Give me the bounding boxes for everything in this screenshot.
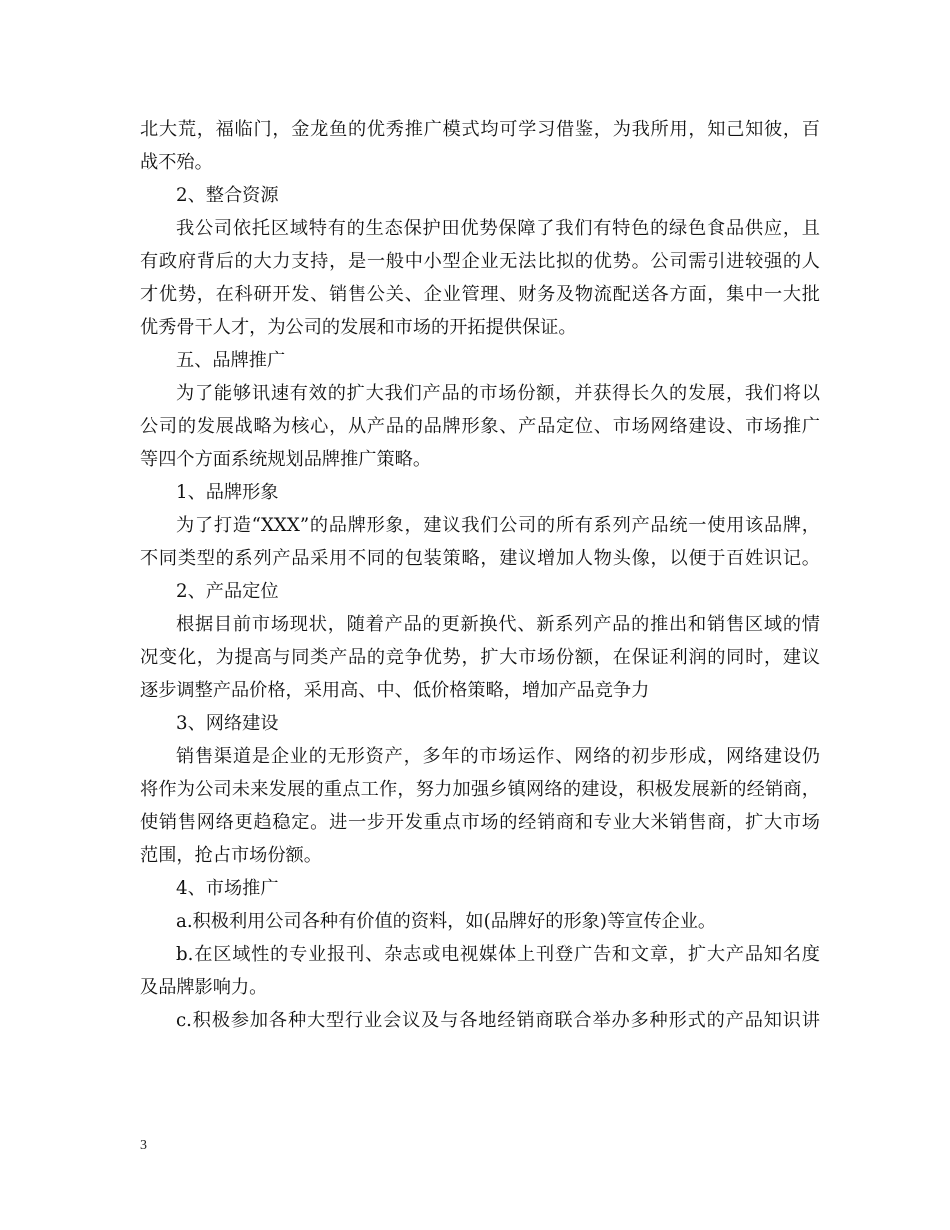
page-number: 3 [140,1138,147,1153]
text-line: 我公司依托区域特有的生态保护田优势保障了我们有特色的绿色食品供应，且 [176,218,820,239]
text-line: 根据目前市场现状，随着产品的更新换代、新系列产品的推出和销售区域的情 [176,614,820,635]
text-line: 使销售网络更趋稳定。进一步开发重点市场的经销商和专业大米销售商，扩大市场 [140,812,820,833]
document-body [140,113,820,1037]
text-line: 北大荒，福临门，金龙鱼的优秀推广模式均可学习借鉴，为我所用，知己知彼，百 [140,119,820,140]
text-line: 2、产品定位 [176,581,279,602]
text-line: 将作为公司未来发展的重点工作，努力加强乡镇网络的建设，积极发展新的经销商， [140,779,820,800]
text-line: 才优势，在科研开发、销售公关、企业管理、财务及物流配送各方面，集中一大批 [140,284,820,305]
text-line: b.在区域性的专业报刊、杂志或电视媒体上刊登广告和文章，扩大产品知名度 [176,944,820,965]
text-line: 4、市场推广 [176,878,279,899]
text-line: 优秀骨干人才，为公司的发展和市场的开拓提供保证。 [140,317,577,338]
text-line: 及品牌影响力。 [140,977,268,998]
text-line: 为了打造“XXX”的品牌形象，建议我们公司的所有系列产品统一使用该品牌， [176,515,820,536]
text-line: 范围，抢占市场份额。 [140,845,322,866]
text-line: 逐步调整产品价格，采用高、中、低价格策略，增加产品竞争力 [140,680,650,701]
text-line: 五、品牌推广 [176,350,286,371]
text-line: 不同类型的系列产品采用不同的包装策略，建议增加人物头像，以便于百姓识记。 [140,548,820,569]
text-line: 有政府背后的大力支持，是一般中小型企业无法比拟的优势。公司需引进较强的人 [140,251,820,272]
text-line: 销售渠道是企业的无形资产，多年的市场运作、网络的初步形成，网络建设仍 [176,746,820,767]
text-line: 战不殆。 [140,152,213,173]
text-line: 1、品牌形象 [176,482,279,503]
text-line: c.积极参加各种大型行业会议及与各地经销商联合举办多种形式的产品知识讲 [176,1010,820,1031]
text-line: 为了能够讯速有效的扩大我们产品的市场份额，并获得长久的发展，我们将以 [176,383,820,404]
text-line: 3、网络建设 [176,713,279,734]
text-line: 公司的发展战略为核心，从产品的品牌形象、产品定位、市场网络建设、市场推广 [140,416,820,437]
text-line: 2、整合资源 [176,185,279,206]
text-line: 况变化，为提高与同类产品的竞争优势，扩大市场份额，在保证利润的同时，建议 [140,647,820,668]
text-line: 等四个方面系统规划品牌推广策略。 [140,449,432,470]
text-line: a.积极利用公司各种有价值的资料，如(品牌好的形象)等宣传企业。 [176,911,717,932]
